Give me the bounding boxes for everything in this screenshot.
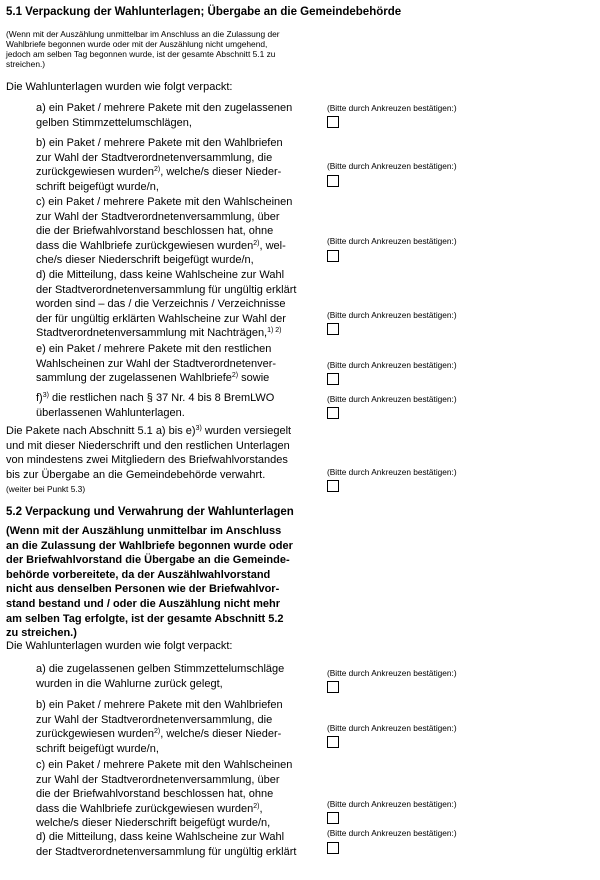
item-line: Wahlscheinen zur Wahl der Stadtverordnetenver- bbox=[36, 357, 277, 370]
confirm-hint: (Bitte durch Ankreuzen bestätigen:) bbox=[327, 394, 457, 404]
section-5-1-closing bbox=[6, 424, 316, 482]
item-5-2-d bbox=[36, 830, 316, 859]
item-5-1-d bbox=[36, 268, 316, 341]
confirm-hint: (Bitte durch Ankreuzen bestätigen:) bbox=[327, 828, 457, 838]
item-5-2-c bbox=[36, 758, 316, 831]
note-line: zu streichen.) bbox=[6, 627, 77, 640]
confirm-hint: (Bitte durch Ankreuzen bestätigen:) bbox=[327, 799, 457, 809]
note-line: jedoch am selben Tag begonnen wurde, ist der gesamte Abschnitt 5.1 zu bbox=[6, 49, 276, 59]
item-line: a) die zugelassenen gelben Stimmzettelumschläge bbox=[36, 663, 285, 675]
note-line: behörde vorbereitete, da der Auszählwahlvorstand bbox=[6, 568, 271, 581]
confirm-hint: (Bitte durch Ankreuzen bestätigen:) bbox=[327, 103, 457, 113]
item-line: zur Wahl der Stadtverordnetenversammlung, über bbox=[36, 210, 280, 223]
item-5-1-b bbox=[36, 136, 316, 194]
checkbox-5-1-b[interactable] bbox=[327, 175, 339, 187]
item-line: die der Briefwahlvorstand beschlossen hat, ohne bbox=[36, 788, 274, 801]
section-5-2-note bbox=[6, 524, 316, 641]
item-line: wurden in die Wahlurne zurück gelegt, bbox=[36, 677, 223, 690]
section-5-2-heading: 5.2 Verpackung und Verwahrung der Wahlunterlagen bbox=[6, 506, 294, 518]
item-line: worden sind – das / die Verzeichnis / Verzeichnisse bbox=[36, 298, 286, 311]
confirm-hint: (Bitte durch Ankreuzen bestätigen:) bbox=[327, 236, 457, 246]
confirm-hint: (Bitte durch Ankreuzen bestätigen:) bbox=[327, 467, 457, 477]
item-line: b) ein Paket / mehrere Pakete mit den Wahlbriefen bbox=[36, 699, 283, 711]
paragraph-line: bis zur Übergabe an die Gemeindebehörde verwahrt. bbox=[6, 468, 266, 481]
item-line: die der Briefwahlvorstand beschlossen hat, ohne bbox=[36, 225, 274, 238]
section-5-2-intro: Die Wahlunterlagen wurden wie folgt verpackt: bbox=[6, 640, 233, 652]
item-line: b) ein Paket / mehrere Pakete mit den Wahlbriefen bbox=[36, 137, 283, 149]
checkbox-5-2-c[interactable] bbox=[327, 812, 339, 824]
confirm-hint: (Bitte durch Ankreuzen bestätigen:) bbox=[327, 310, 457, 320]
note-line: (Wenn mit der Auszählung unmittelbar im Anschluss bbox=[6, 525, 282, 537]
item-line: sammlung der zugelassenen Wahlbriefe$^{2)}$ sowie bbox=[36, 372, 270, 385]
confirm-hint: (Bitte durch Ankreuzen bestätigen:) bbox=[327, 723, 457, 733]
item-line: der Stadtverordnetenversammlung für ungültig erklärt bbox=[36, 283, 297, 296]
item-line: zurückgewiesen wurden$^{2)}$, welche/s dieser Nieder- bbox=[36, 166, 282, 179]
checkbox-5-1-closing[interactable] bbox=[327, 480, 339, 492]
item-5-2-b bbox=[36, 698, 316, 756]
continue-note: (weiter bei Punkt 5.3) bbox=[6, 484, 86, 494]
item-line: Stadtverordnetenversammlung mit Nachträgen,$^{1) 2)}$ bbox=[36, 327, 282, 340]
item-line: e) ein Paket / mehrere Pakete mit den restlichen bbox=[36, 343, 272, 355]
section-5-1-note bbox=[6, 29, 326, 69]
item-line: gelben Stimmzettelumschlägen, bbox=[36, 116, 192, 129]
note-line: nicht aus denselben Personen wie der Briefwahlvor- bbox=[6, 583, 280, 596]
item-line: d) die Mitteilung, dass keine Wahlscheine zur Wahl bbox=[36, 269, 285, 281]
note-line: stand bestand und / oder die Auszählung nicht mehr bbox=[6, 597, 281, 610]
item-line: welche/s dieser Niederschrift beigefügt wurde/n, bbox=[36, 817, 271, 830]
item-line: c) ein Paket / mehrere Pakete mit den Wahlscheinen bbox=[36, 196, 293, 208]
checkbox-5-1-a[interactable] bbox=[327, 116, 339, 128]
item-5-1-c bbox=[36, 195, 316, 268]
checkbox-5-1-f[interactable] bbox=[327, 407, 339, 419]
checkbox-5-2-a[interactable] bbox=[327, 681, 339, 693]
item-line: schrift beigefügt wurde/n, bbox=[36, 742, 159, 755]
item-line: f)$^{3)}$ die restlichen nach § 37 Nr. 4 bis 8 BremLWO bbox=[36, 392, 275, 404]
item-line: d) die Mitteilung, dass keine Wahlscheine zur Wahl bbox=[36, 831, 285, 843]
paragraph-line: Die Pakete nach Abschnitt 5.1 a) bis e)$^{3)}$ wurden versiegelt bbox=[6, 425, 292, 437]
note-line: an die Zulassung der Wahlbriefe begonnen wurde oder bbox=[6, 539, 293, 552]
checkbox-5-2-b[interactable] bbox=[327, 736, 339, 748]
checkbox-5-2-d[interactable] bbox=[327, 842, 339, 854]
item-5-1-f bbox=[36, 391, 316, 420]
item-5-1-e bbox=[36, 342, 316, 386]
confirm-hint: (Bitte durch Ankreuzen bestätigen:) bbox=[327, 668, 457, 678]
item-line: zur Wahl der Stadtverordnetenversammlung, die bbox=[36, 713, 273, 726]
section-5-1-heading: 5.1 Verpackung der Wahlunterlagen; Übergabe an die Gemeindebehörde bbox=[6, 6, 402, 18]
item-line: zurückgewiesen wurden$^{2)}$, welche/s dieser Nieder- bbox=[36, 728, 282, 741]
note-line: (Wenn mit der Auszählung unmittelbar im Anschluss an die Zulassung der bbox=[6, 29, 280, 39]
item-line: der für ungültig erklärten Wahlscheine zur Wahl der bbox=[36, 312, 286, 325]
confirm-hint: (Bitte durch Ankreuzen bestätigen:) bbox=[327, 161, 457, 171]
section-5-1-intro: Die Wahlunterlagen wurden wie folgt verpackt: bbox=[6, 81, 233, 93]
item-5-2-a bbox=[36, 662, 284, 691]
checkbox-5-1-e[interactable] bbox=[327, 373, 339, 385]
item-5-1-a bbox=[36, 101, 292, 130]
item-line: überlassenen Wahlunterlagen. bbox=[36, 406, 185, 419]
checkbox-5-1-d[interactable] bbox=[327, 323, 339, 335]
paragraph-line: und mit dieser Niederschrift und den restlichen Unterlagen bbox=[6, 439, 290, 452]
item-line: a) ein Paket / mehrere Pakete mit den zugelassenen bbox=[36, 102, 293, 114]
note-line: streichen.) bbox=[6, 59, 46, 69]
item-line: c) ein Paket / mehrere Pakete mit den Wahlscheinen bbox=[36, 759, 293, 771]
confirm-hint: (Bitte durch Ankreuzen bestätigen:) bbox=[327, 360, 457, 370]
note-line: am selben Tag erfolgte, ist der gesamte Abschnitt 5.2 bbox=[6, 612, 284, 625]
item-line: dass die Wahlbriefe zurückgewiesen wurden$^{2)}$, bbox=[36, 802, 263, 815]
item-line: zur Wahl der Stadtverordnetenversammlung, die bbox=[36, 151, 273, 164]
item-line: che/s dieser Niederschrift beigefügt wurde/n, bbox=[36, 254, 254, 267]
item-line: schrift beigefügt wurde/n, bbox=[36, 180, 159, 193]
item-line: der Stadtverordnetenversammlung für ungültig erklärt bbox=[36, 845, 297, 858]
item-line: zur Wahl der Stadtverordnetenversammlung, über bbox=[36, 773, 280, 786]
item-line: dass die Wahlbriefe zurückgewiesen wurden$^{2)}$, wel- bbox=[36, 239, 286, 252]
paragraph-line: von mindestens zwei Mitgliedern des Briefwahlvorstandes bbox=[6, 454, 288, 467]
checkbox-5-1-c[interactable] bbox=[327, 250, 339, 262]
note-line: der Briefwahlvorstand die Übergabe an die Gemeinde- bbox=[6, 554, 290, 567]
note-line: Wahlbriefe begonnen wurde oder mit der Auszählung nicht umgehend, bbox=[6, 39, 268, 49]
